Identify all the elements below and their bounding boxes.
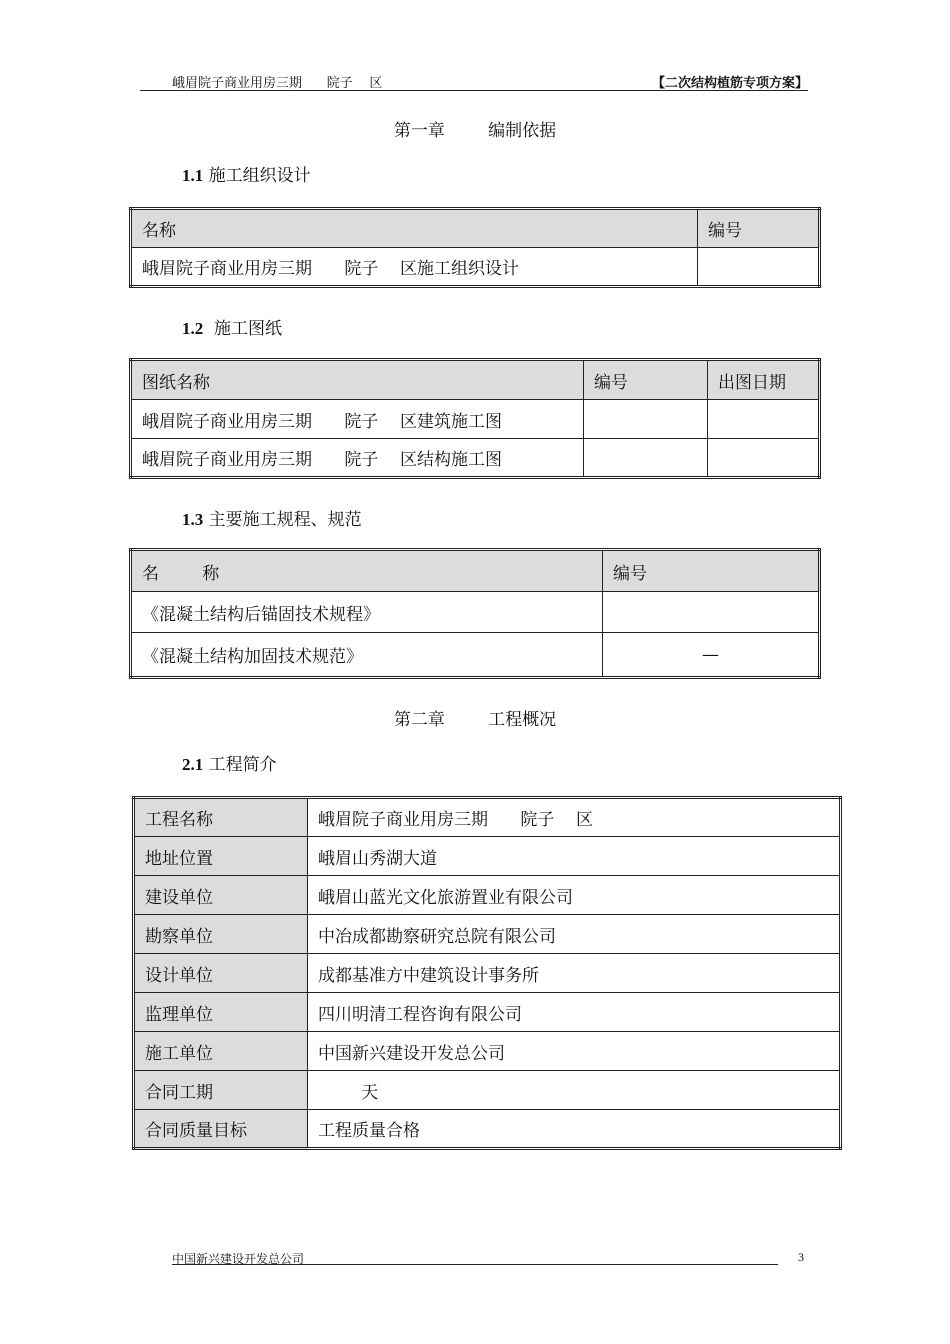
row-label: 勘察单位 (134, 915, 308, 954)
table-row (131, 633, 820, 678)
project-overview-table (132, 796, 842, 1150)
section-title: 主要施工规程、规范 (208, 510, 362, 530)
drawings-table (129, 358, 821, 479)
chapter-1-title: 第一章 编制依据 (393, 121, 557, 141)
table-row (131, 400, 820, 439)
table-row (134, 915, 841, 954)
section-number: 1.3 (182, 510, 204, 529)
header-document-title: 【二次结构植筋专项方案】 (651, 76, 808, 91)
table-row (134, 798, 841, 837)
table-row (134, 876, 841, 915)
section-1-3-heading (182, 505, 362, 530)
row-value: 峨眉山秀湖大道 (308, 837, 841, 876)
page-number: 3 (798, 1250, 804, 1264)
table-cell (584, 400, 708, 439)
section-1-2-heading (182, 314, 282, 339)
table-cell: 峨眉院子商业用房三期 院子 区结构施工图 (131, 439, 584, 478)
table-cell (698, 248, 820, 287)
table-header-cell: 编号 (603, 550, 820, 592)
table-cell: 峨眉院子商业用房三期 院子 区建筑施工图 (131, 400, 584, 439)
row-label: 工程名称 (134, 798, 308, 837)
table-row (134, 837, 841, 876)
row-value: 四川明清工程咨询有限公司 (308, 993, 841, 1032)
table-row (131, 592, 820, 633)
row-label: 合同工期 (134, 1071, 308, 1110)
row-label: 施工单位 (134, 1032, 308, 1071)
section-1-1-heading (182, 161, 311, 186)
header-project-name: 峨眉院子商业用房三期 院子 区 (172, 76, 383, 91)
table-cell (584, 439, 708, 478)
row-value: 中冶成都勘察研究总院有限公司 (308, 915, 841, 954)
table-row (134, 954, 841, 993)
table-row (134, 993, 841, 1032)
table-header-cell: 名称 (131, 209, 698, 248)
table-cell (708, 439, 820, 478)
row-value: 峨眉院子商业用房三期 院子 区 (308, 798, 841, 837)
section-number: 1.1 (182, 166, 204, 185)
table-cell: 峨眉院子商业用房三期 院子 区施工组织设计 (131, 248, 698, 287)
table-header-cell: 图纸名称 (131, 360, 584, 400)
page-footer (172, 1250, 778, 1265)
row-label: 设计单位 (134, 954, 308, 993)
row-value: 中国新兴建设开发总公司 (308, 1032, 841, 1071)
table-cell (603, 592, 820, 633)
row-label: 合同质量目标 (134, 1110, 308, 1149)
row-value: 峨眉山蓝光文化旅游置业有限公司 (308, 876, 841, 915)
row-value: 工程质量合格 (308, 1110, 841, 1149)
section-2-1-heading (182, 750, 277, 775)
row-label: 地址位置 (134, 837, 308, 876)
chapter-2-title: 第二章 工程概况 (393, 710, 557, 730)
section-title: 施工图纸 (208, 319, 283, 339)
table-row (131, 248, 820, 287)
row-label: 监理单位 (134, 993, 308, 1032)
table-cell: 《混凝土结构后锚固技术规程》 (131, 592, 603, 633)
standards-table (129, 548, 821, 679)
construction-design-table (129, 207, 821, 288)
section-title: 施工组织设计 (208, 166, 311, 186)
table-header-cell: 编号 (698, 209, 820, 248)
section-number: 1.2 (182, 319, 204, 338)
section-number: 2.1 (182, 755, 204, 774)
table-row (131, 439, 820, 478)
table-header-cell: 出图日期 (708, 360, 820, 400)
row-value: 成都基准方中建筑设计事务所 (308, 954, 841, 993)
row-label: 建设单位 (134, 876, 308, 915)
table-cell: 《混凝土结构加固技术规范》 (131, 633, 603, 678)
section-title: 工程简介 (208, 755, 277, 775)
table-row (134, 1071, 841, 1110)
table-cell (708, 400, 820, 439)
row-value: 天 (308, 1071, 841, 1110)
table-cell: — (603, 633, 820, 678)
table-header-cell: 编号 (584, 360, 708, 400)
table-row (134, 1110, 841, 1149)
table-row (134, 1032, 841, 1071)
page-header (140, 70, 808, 91)
table-header-cell: 名 称 (131, 550, 603, 592)
footer-company: 中国新兴建设开发总公司 (172, 1252, 305, 1266)
